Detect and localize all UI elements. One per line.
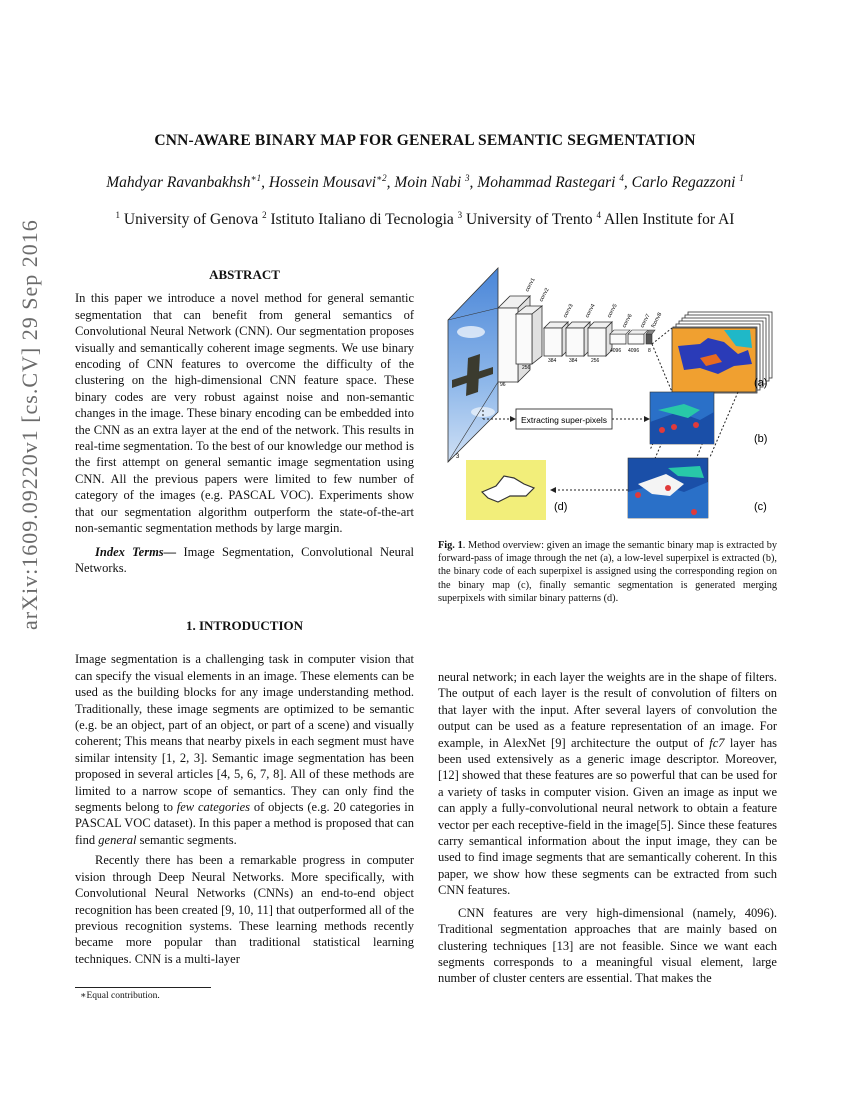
affiliation: Allen Institute for AI	[604, 211, 735, 229]
layer-label: conv2	[538, 287, 551, 303]
abstract-section	[75, 267, 414, 576]
footnote: ∗Equal contribution.	[80, 991, 160, 1001]
conv6-block	[610, 330, 630, 344]
abstract-text: In this paper we introduce a novel method for general semantic segmentation that can benefit from general semantics of Convolutional Neural Network (CNN). Our segmentation proposes visually and semantically coherent image segments. We use binary encoding of CNN features to overcome the difficulty of the clustering on the high-dimensional CNN feature space. These binary codes are very robust against noise and non-semantic changes in the image. These binary encoding can be embedded into the CNN as an extra layer at the end of the network. This results in real-time segmentation. To the best of our knowledge our method is the first attempt on general semantic image segmentation using CNN. All the previous papers were limited to few number of category of the images (e.g. PASCAL VOC). Experiments show that our segmentation algorithm outperform the state-of-the-art non-semantic segmentation methods by large margin.	[75, 291, 414, 536]
right-column-text	[438, 669, 777, 987]
affil-mark: 1	[115, 210, 121, 220]
layer-label: conv5	[606, 303, 619, 319]
dim-label: 256	[522, 365, 531, 371]
conv7-block	[628, 330, 648, 344]
author-mark: 1	[739, 173, 744, 183]
fconv8-block	[646, 330, 655, 344]
final-segmentation	[466, 460, 546, 520]
paper-title: CNN-AWARE BINARY MAP FOR GENERAL SEMANTIC SEGMENTATION	[154, 132, 696, 149]
caption-text: . Method overview: given an image the semantic binary map is extracted by forward-pass of image through the net (a), a low-level superpixel is extracted (b), the binary code of each superpixel is assigned using the corresponding region on the binary map (c), finally semantic segmentation is generated merging superpixels with similar binary patterns (d).	[438, 540, 777, 604]
introduction-section	[75, 618, 414, 967]
intro-paragraph: Image segmentation is a challenging task in computer vision that can specify the visual elements in an image. These elements can be used as the building blocks for any image understanding method. Traditionally, these image segments are optimized to be semantic (e.g. be an object, part of an object, or part of a scene) and visually coherent; This means that nearby pixels in each segment must have similar intensity [1, 2, 3]. Semantic image segmentation has been proposed in several articles [4, 5, 6, 7, 8]. All of these methods are limited to a narrow scope of semantics. They can only find the segments belong to few categories of objects (e.g. 20 categories in PASCAL VOC dataset). In this paper a method is proposed that can find general semantic segments.	[75, 652, 414, 847]
affil-mark: 3	[457, 210, 463, 220]
dim-label: 96	[500, 382, 506, 388]
caption-label: Fig. 1	[438, 540, 463, 551]
author-name: Hossein Mousavi	[268, 174, 377, 192]
superpixel-image	[650, 392, 714, 444]
method-overview-figure	[438, 262, 783, 532]
author-mark: ∗1	[250, 173, 262, 183]
affiliation: University of Trento	[466, 211, 593, 229]
author-mark: 4	[619, 173, 624, 183]
index-terms-label: Index Terms—	[95, 544, 177, 559]
input-airplane-image	[448, 268, 498, 462]
panel-label-d: (d)	[554, 501, 568, 513]
panel-label-b: (b)	[754, 433, 768, 445]
affil-mark: 4	[596, 210, 601, 220]
author-name: Mohammad Rastegari	[477, 174, 616, 192]
figure-caption	[438, 539, 777, 605]
affiliation: University of Genova	[123, 211, 259, 229]
layer-label: conv3	[562, 303, 575, 319]
author-mark: ∗2	[376, 173, 387, 183]
layer-label: conv1	[524, 277, 537, 293]
footnote-rule	[75, 987, 211, 988]
body-paragraph-2: CNN features are very high-dimensional (namely, 4096). Traditional segmentation approaches that are mainly based on clustering techniques [13] are not feasible. Since we want each segments corresponds to a meaningful visual element, large number of cluster centers are essential. That makes the	[438, 905, 777, 986]
conv5-block	[588, 322, 612, 356]
author-list: Mahdyar Ravanbakhsh$^{∗1}$, Hossein Mousavi$^{∗2}$, Moin Nabi $^3$, Mohammad Rastegari $^4$, Carlo Regazzoni $^1$	[106, 173, 744, 192]
author-name: Moin Nabi	[394, 174, 462, 192]
intro-heading: 1. INTRODUCTION	[185, 618, 303, 633]
layer-label: conv4	[584, 303, 597, 319]
panel-label-c: (c)	[754, 501, 767, 513]
affiliation-list	[0, 210, 850, 229]
index-terms-text: Image Segmentation, Convolutional Neural Networks.	[75, 544, 414, 575]
body-paragraph: neural network; in each layer the weights are in the shape of filters. The output of each layer is the result of convolution of filters on that layer with the input. After several layers of convolution the output can be used as a feature representation of an image. For example, in AlexNet [9] architecture the output of fc7 layer has been used extensively as a generic image descriptor. Moreover, [12] showed that these features are so powerful that can be used for a variety of tasks in computer vision. Given an image as input we can apply a fully-convolutional neural network to obtain a feature vector per each receptive-field in the image[5]. Since these features carry semantical information about the input image, they can be used to find image segments that are semantically coherent. In this paper, we show how these segments can be extracted from such CNN features.	[438, 670, 777, 898]
panel-label-a: (a)	[754, 377, 768, 389]
conv2-block	[516, 306, 542, 364]
layer-label: conv7	[639, 313, 652, 329]
dim-label: 384	[548, 358, 557, 364]
dim-label: 4096	[628, 348, 640, 354]
author-mark: 3	[465, 173, 470, 183]
arxiv-stamp: arXiv:1609.09220v1 [cs.CV] 29 Sep 2016	[17, 219, 42, 630]
dim-label: 256	[591, 358, 600, 364]
layer-label: fconv8	[650, 311, 664, 329]
author-name: Carlo Regazzoni	[631, 174, 736, 192]
affiliation: Istituto Italiano di Tecnologia	[270, 211, 454, 229]
abstract-heading: ABSTRACT	[209, 267, 280, 282]
dim-label-3: 3	[456, 454, 460, 460]
coded-superpixel-image	[628, 458, 708, 518]
dim-label: 384	[569, 358, 578, 364]
author-name: Mahdyar Ravanbakhsh	[106, 174, 251, 192]
conv4-block	[566, 322, 590, 356]
dim-label: 4096	[610, 348, 622, 354]
intro-paragraph-2: Recently there has been a remarkable progress in computer vision through Deep Neural Networks. More specifically, with Convolutional Neural Networks (CNNs) an end-to-end object recognition has been created [9, 10, 11] that outperformed all of the previous recognition systems. These learning methods recently became more popular than traditional statistical learning techniques. CNN is a multi-layer	[75, 853, 414, 966]
conv3-block	[544, 322, 568, 356]
layer-label: conv6	[621, 313, 634, 329]
dim-label: 8	[648, 348, 651, 354]
extracting-superpixels-label: Extracting super-pixels	[521, 415, 607, 425]
affil-mark: 2	[262, 210, 267, 220]
index-terms	[75, 544, 414, 577]
